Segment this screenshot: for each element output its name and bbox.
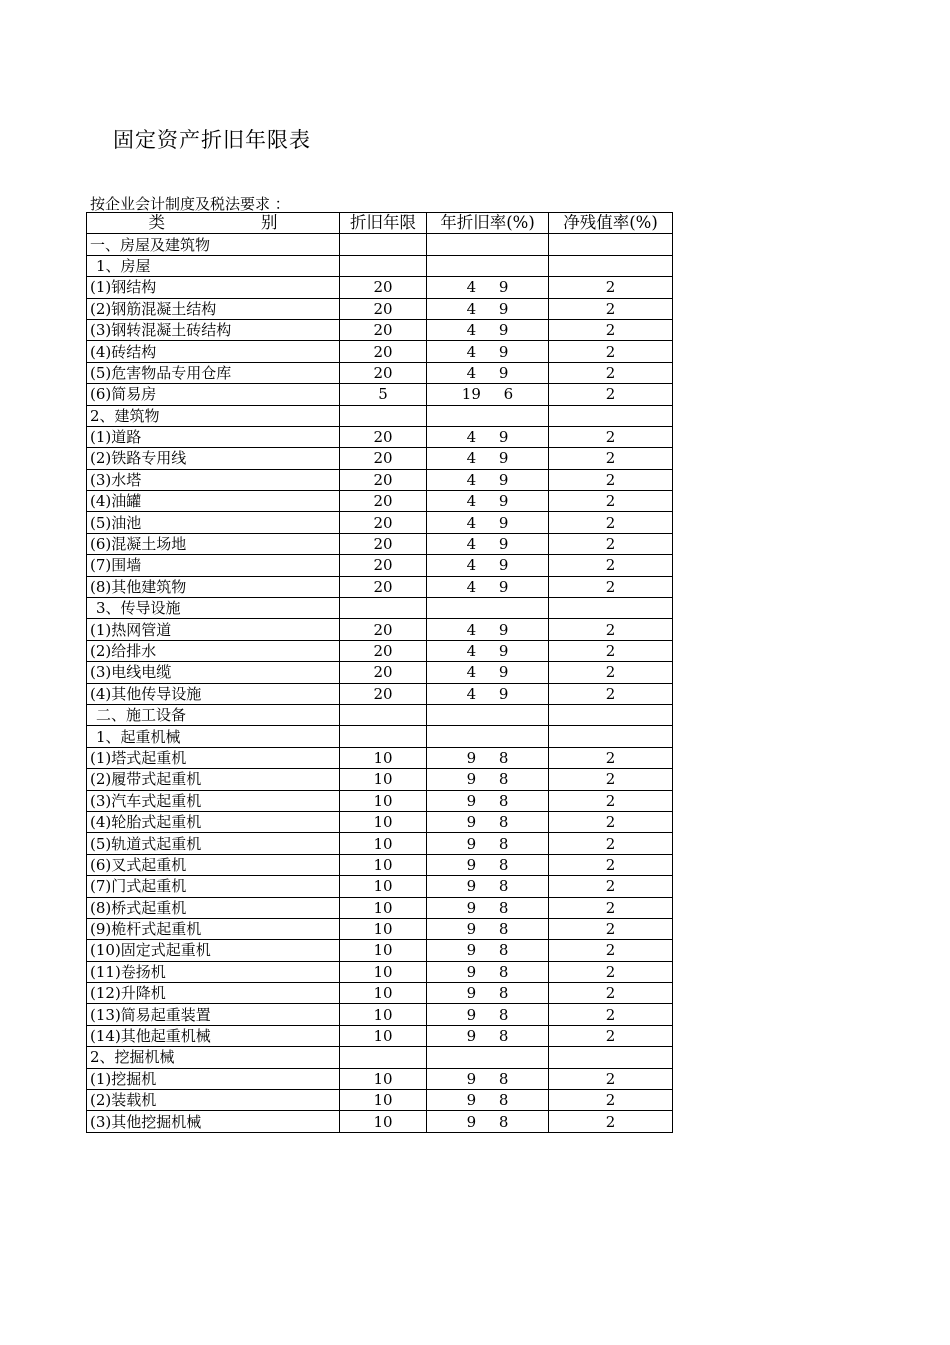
table-row xyxy=(87,1025,673,1046)
table-row xyxy=(87,598,673,619)
row-rate-cell xyxy=(427,726,549,747)
row-rate-cell: 4 9 xyxy=(427,469,549,490)
row-name-cell: (7)门式起重机 xyxy=(87,876,340,897)
row-residual-cell: 2 xyxy=(549,854,673,875)
row-years-cell: 10 xyxy=(340,1068,427,1089)
header-row xyxy=(87,213,673,234)
row-years-cell: 10 xyxy=(340,790,427,811)
row-name-cell: (12)升降机 xyxy=(87,983,340,1004)
row-residual-cell: 2 xyxy=(549,469,673,490)
row-years-cell: 10 xyxy=(340,1090,427,1111)
table-row xyxy=(87,961,673,982)
row-residual-cell: 2 xyxy=(549,384,673,405)
table-row xyxy=(87,426,673,447)
row-years-cell: 20 xyxy=(340,341,427,362)
row-years-cell: 20 xyxy=(340,576,427,597)
table-row xyxy=(87,298,673,319)
row-name-cell: (3)其他挖掘机械 xyxy=(87,1111,340,1132)
row-rate-cell: 9 8 xyxy=(427,811,549,832)
row-name-cell: (14)其他起重机械 xyxy=(87,1025,340,1046)
row-years-cell: 20 xyxy=(340,277,427,298)
row-name-cell: (1)道路 xyxy=(87,426,340,447)
row-residual-cell: 2 xyxy=(549,319,673,340)
row-rate-cell: 4 9 xyxy=(427,341,549,362)
row-rate-cell: 9 8 xyxy=(427,1025,549,1046)
row-years-cell: 20 xyxy=(340,640,427,661)
row-name-cell: (6)混凝土场地 xyxy=(87,533,340,554)
row-residual-cell: 2 xyxy=(549,576,673,597)
row-rate-cell: 4 9 xyxy=(427,319,549,340)
row-residual-cell: 2 xyxy=(549,341,673,362)
row-name-cell: (3)水塔 xyxy=(87,469,340,490)
row-residual-cell: 2 xyxy=(549,811,673,832)
table-row xyxy=(87,1004,673,1025)
row-name-cell: (4)砖结构 xyxy=(87,341,340,362)
row-rate-cell xyxy=(427,704,549,725)
table-row xyxy=(87,854,673,875)
row-rate-cell: 9 8 xyxy=(427,897,549,918)
row-rate-cell: 9 8 xyxy=(427,983,549,1004)
row-residual-cell: 2 xyxy=(549,1025,673,1046)
row-years-cell xyxy=(340,405,427,426)
row-name-cell: (2)钢筋混凝土结构 xyxy=(87,298,340,319)
row-residual-cell: 2 xyxy=(549,1090,673,1111)
row-rate-cell: 4 9 xyxy=(427,448,549,469)
row-rate-cell: 9 8 xyxy=(427,1111,549,1132)
table-row xyxy=(87,769,673,790)
row-rate-cell: 4 9 xyxy=(427,619,549,640)
row-name-cell: (8)其他建筑物 xyxy=(87,576,340,597)
row-name-cell: (3)电线电缆 xyxy=(87,662,340,683)
row-years-cell: 10 xyxy=(340,983,427,1004)
row-residual-cell: 2 xyxy=(549,512,673,533)
row-name-cell: (1)挖掘机 xyxy=(87,1068,340,1089)
row-name-cell: (4)其他传导设施 xyxy=(87,683,340,704)
table-row xyxy=(87,704,673,725)
table-row xyxy=(87,384,673,405)
row-name-cell: (5)轨道式起重机 xyxy=(87,833,340,854)
row-rate-cell: 4 9 xyxy=(427,426,549,447)
row-rate-cell: 9 8 xyxy=(427,876,549,897)
row-years-cell xyxy=(340,255,427,276)
row-name-cell: (4)轮胎式起重机 xyxy=(87,811,340,832)
row-residual-cell xyxy=(549,405,673,426)
table-row xyxy=(87,576,673,597)
row-residual-cell: 2 xyxy=(549,833,673,854)
row-rate-cell: 4 9 xyxy=(427,576,549,597)
table-row xyxy=(87,640,673,661)
table-row xyxy=(87,1047,673,1068)
row-rate-cell: 9 8 xyxy=(427,1004,549,1025)
row-residual-cell: 2 xyxy=(549,876,673,897)
row-residual-cell: 2 xyxy=(549,747,673,768)
row-residual-cell: 2 xyxy=(549,426,673,447)
row-rate-cell: 9 8 xyxy=(427,854,549,875)
row-rate-cell: 4 9 xyxy=(427,298,549,319)
row-residual-cell: 2 xyxy=(549,555,673,576)
row-name-cell: (5)危害物品专用仓库 xyxy=(87,362,340,383)
row-residual-cell xyxy=(549,704,673,725)
header-category xyxy=(87,213,340,234)
table-row xyxy=(87,362,673,383)
row-years-cell: 20 xyxy=(340,555,427,576)
row-name-cell: 二、施工设备 xyxy=(87,704,340,725)
row-name-cell: (5)油池 xyxy=(87,512,340,533)
row-name-cell: (1)塔式起重机 xyxy=(87,747,340,768)
table-row xyxy=(87,491,673,512)
row-years-cell: 20 xyxy=(340,491,427,512)
row-years-cell xyxy=(340,1047,427,1068)
row-rate-cell: 9 8 xyxy=(427,790,549,811)
row-years-cell: 20 xyxy=(340,298,427,319)
table-row xyxy=(87,897,673,918)
row-years-cell: 20 xyxy=(340,512,427,533)
table-row xyxy=(87,1068,673,1089)
row-years-cell: 10 xyxy=(340,747,427,768)
row-rate-cell: 4 9 xyxy=(427,533,549,554)
table-row xyxy=(87,683,673,704)
header-category-right: 别 xyxy=(261,213,278,233)
row-name-cell: (3)汽车式起重机 xyxy=(87,790,340,811)
row-rate-cell: 9 8 xyxy=(427,961,549,982)
row-years-cell: 10 xyxy=(340,854,427,875)
row-name-cell: (8)桥式起重机 xyxy=(87,897,340,918)
row-rate-cell: 9 8 xyxy=(427,769,549,790)
row-name-cell: (13)简易起重装置 xyxy=(87,1004,340,1025)
row-years-cell: 20 xyxy=(340,426,427,447)
row-years-cell xyxy=(340,726,427,747)
row-years-cell xyxy=(340,598,427,619)
row-rate-cell: 4 9 xyxy=(427,512,549,533)
row-rate-cell: 4 9 xyxy=(427,491,549,512)
row-name-cell: (10)固定式起重机 xyxy=(87,940,340,961)
row-residual-cell: 2 xyxy=(549,961,673,982)
row-name-cell: (1)热网管道 xyxy=(87,619,340,640)
row-rate-cell xyxy=(427,255,549,276)
row-rate-cell: 9 8 xyxy=(427,747,549,768)
row-rate-cell xyxy=(427,234,549,255)
table-row xyxy=(87,319,673,340)
row-years-cell: 10 xyxy=(340,833,427,854)
row-residual-cell: 2 xyxy=(549,1004,673,1025)
row-years-cell: 20 xyxy=(340,319,427,340)
row-name-cell: (4)油罐 xyxy=(87,491,340,512)
header-rate: 年折旧率(%) xyxy=(427,213,549,234)
header-residual: 净残值率(%) xyxy=(549,213,673,234)
table-row xyxy=(87,234,673,255)
row-name-cell: (1)钢结构 xyxy=(87,277,340,298)
row-residual-cell: 2 xyxy=(549,683,673,704)
table-row xyxy=(87,1090,673,1111)
header-category-left: 类 xyxy=(148,213,165,233)
row-years-cell: 20 xyxy=(340,683,427,704)
row-residual-cell: 2 xyxy=(549,640,673,661)
row-residual-cell xyxy=(549,234,673,255)
row-residual-cell: 2 xyxy=(549,533,673,554)
row-name-cell: (11)卷扬机 xyxy=(87,961,340,982)
row-years-cell: 10 xyxy=(340,876,427,897)
row-years-cell: 10 xyxy=(340,769,427,790)
row-years-cell: 10 xyxy=(340,897,427,918)
table-row xyxy=(87,341,673,362)
table-row xyxy=(87,619,673,640)
row-years-cell: 10 xyxy=(340,1111,427,1132)
row-name-cell: (3)钢转混凝土砖结构 xyxy=(87,319,340,340)
row-residual-cell: 2 xyxy=(549,1068,673,1089)
row-years-cell: 20 xyxy=(340,469,427,490)
row-name-cell: (2)履带式起重机 xyxy=(87,769,340,790)
row-rate-cell: 9 8 xyxy=(427,833,549,854)
table-row xyxy=(87,555,673,576)
table-body xyxy=(87,234,673,1132)
row-rate-cell: 9 8 xyxy=(427,1090,549,1111)
row-years-cell: 10 xyxy=(340,1025,427,1046)
row-residual-cell: 2 xyxy=(549,448,673,469)
row-name-cell: 2、挖掘机械 xyxy=(87,1047,340,1068)
table-caption: 按企业会计制度及税法要求 ： xyxy=(90,195,290,213)
row-residual-cell: 2 xyxy=(549,277,673,298)
table-row xyxy=(87,1111,673,1132)
row-years-cell: 20 xyxy=(340,362,427,383)
row-years-cell: 20 xyxy=(340,533,427,554)
row-residual-cell xyxy=(549,1047,673,1068)
row-residual-cell xyxy=(549,255,673,276)
row-years-cell: 20 xyxy=(340,619,427,640)
table-row xyxy=(87,448,673,469)
row-rate-cell xyxy=(427,598,549,619)
table-row xyxy=(87,512,673,533)
table-row xyxy=(87,790,673,811)
row-residual-cell xyxy=(549,726,673,747)
row-rate-cell: 9 8 xyxy=(427,940,549,961)
row-rate-cell: 4 9 xyxy=(427,683,549,704)
row-name-cell: 一、房屋及建筑物 xyxy=(87,234,340,255)
row-years-cell: 10 xyxy=(340,961,427,982)
row-rate-cell: 9 8 xyxy=(427,1068,549,1089)
row-years-cell xyxy=(340,704,427,725)
row-rate-cell xyxy=(427,1047,549,1068)
table-row xyxy=(87,726,673,747)
row-name-cell: 1、房屋 xyxy=(87,255,340,276)
depreciation-table xyxy=(86,212,673,1133)
row-name-cell: 3、传导设施 xyxy=(87,598,340,619)
table-row xyxy=(87,983,673,1004)
row-rate-cell: 4 9 xyxy=(427,555,549,576)
row-name-cell: (7)围墙 xyxy=(87,555,340,576)
table-row xyxy=(87,405,673,426)
page-title: 固定资产折旧年限表 xyxy=(113,128,311,152)
row-years-cell: 10 xyxy=(340,940,427,961)
table-row xyxy=(87,533,673,554)
header-years: 折旧年限 xyxy=(340,213,427,234)
row-name-cell: (2)铁路专用线 xyxy=(87,448,340,469)
row-name-cell: (2)给排水 xyxy=(87,640,340,661)
table-row xyxy=(87,747,673,768)
row-name-cell: (6)叉式起重机 xyxy=(87,854,340,875)
table-row xyxy=(87,940,673,961)
row-residual-cell: 2 xyxy=(549,769,673,790)
row-years-cell: 10 xyxy=(340,811,427,832)
row-name-cell: (2)装载机 xyxy=(87,1090,340,1111)
row-years-cell: 20 xyxy=(340,662,427,683)
table-row xyxy=(87,833,673,854)
row-residual-cell: 2 xyxy=(549,940,673,961)
table-row xyxy=(87,662,673,683)
row-residual-cell: 2 xyxy=(549,362,673,383)
row-residual-cell xyxy=(549,598,673,619)
row-rate-cell: 4 9 xyxy=(427,662,549,683)
row-rate-cell: 19 6 xyxy=(427,384,549,405)
row-residual-cell: 2 xyxy=(549,897,673,918)
table-row xyxy=(87,876,673,897)
row-name-cell: 1、起重机械 xyxy=(87,726,340,747)
row-rate-cell: 9 8 xyxy=(427,918,549,939)
row-residual-cell: 2 xyxy=(549,662,673,683)
row-years-cell xyxy=(340,234,427,255)
row-residual-cell: 2 xyxy=(549,790,673,811)
row-name-cell: (6)简易房 xyxy=(87,384,340,405)
table-row xyxy=(87,255,673,276)
row-years-cell: 20 xyxy=(340,448,427,469)
row-residual-cell: 2 xyxy=(549,619,673,640)
row-name-cell: 2、建筑物 xyxy=(87,405,340,426)
table-row xyxy=(87,277,673,298)
row-residual-cell: 2 xyxy=(549,298,673,319)
row-residual-cell: 2 xyxy=(549,491,673,512)
row-rate-cell: 4 9 xyxy=(427,277,549,298)
row-rate-cell: 4 9 xyxy=(427,362,549,383)
row-residual-cell: 2 xyxy=(549,1111,673,1132)
row-years-cell: 10 xyxy=(340,918,427,939)
row-residual-cell: 2 xyxy=(549,918,673,939)
row-residual-cell: 2 xyxy=(549,983,673,1004)
table-row xyxy=(87,811,673,832)
row-rate-cell xyxy=(427,405,549,426)
table-row xyxy=(87,469,673,490)
row-years-cell: 5 xyxy=(340,384,427,405)
row-years-cell: 10 xyxy=(340,1004,427,1025)
row-name-cell: (9)桅杆式起重机 xyxy=(87,918,340,939)
table-row xyxy=(87,918,673,939)
row-rate-cell: 4 9 xyxy=(427,640,549,661)
